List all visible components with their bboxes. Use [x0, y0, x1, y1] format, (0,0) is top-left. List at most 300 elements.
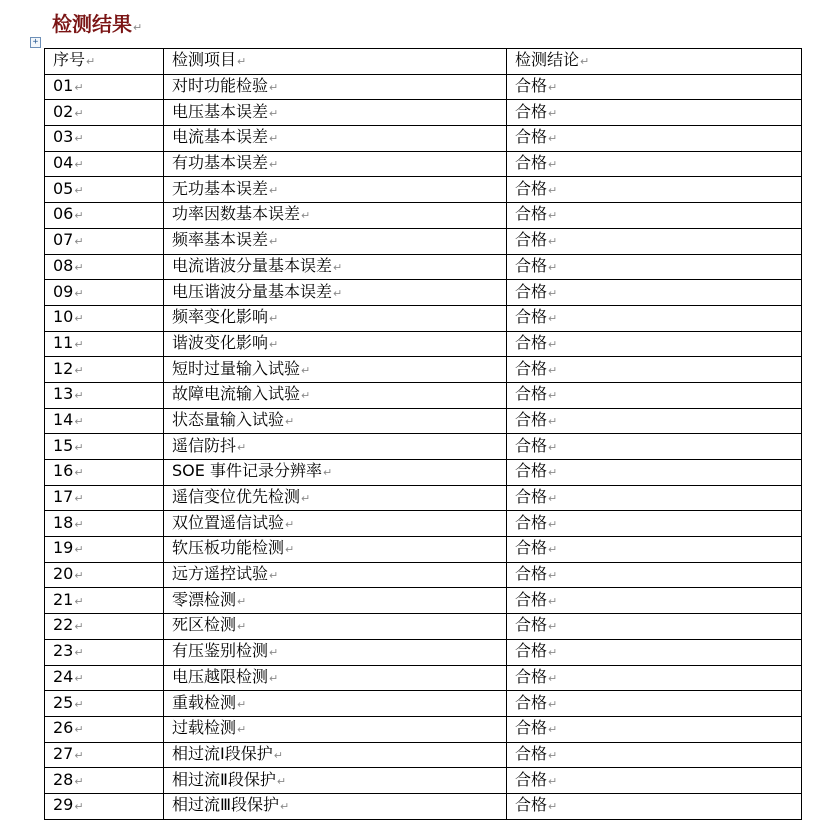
paragraph-mark: ↵ [269, 183, 279, 197]
item-cell[interactable] [164, 742, 507, 768]
paragraph-mark: ↵ [301, 492, 311, 506]
table-row [45, 100, 802, 126]
item-cell[interactable] [164, 254, 507, 280]
paragraph-mark: ↵ [269, 312, 279, 326]
item-cell[interactable] [164, 639, 507, 665]
cell-text: 有功基本误差 [172, 153, 269, 173]
table-row [45, 537, 802, 563]
paragraph-mark: ↵ [548, 517, 558, 531]
result-cell[interactable] [507, 408, 802, 434]
cell-text: 合格 [515, 743, 548, 763]
paragraph-mark: ↵ [273, 748, 283, 762]
cell-text: 遥信防抖 [172, 435, 237, 455]
result-cell[interactable] [507, 49, 802, 75]
paragraph-mark: ↵ [280, 800, 290, 814]
result-cell[interactable] [507, 151, 802, 177]
index-cell[interactable] [45, 203, 164, 229]
index-cell[interactable] [45, 639, 164, 665]
paragraph-mark: ↵ [74, 723, 84, 737]
paragraph-mark: ↵ [301, 363, 311, 377]
index-cell[interactable] [45, 537, 164, 563]
paragraph-mark: ↵ [269, 132, 279, 146]
index-cell[interactable] [45, 331, 164, 357]
index-cell[interactable] [45, 460, 164, 486]
item-cell[interactable] [164, 434, 507, 460]
cell-text: 合格 [515, 204, 548, 224]
cell-text: 相过流Ⅰ段保护 [172, 743, 273, 763]
cell-text: 11 [53, 332, 74, 352]
result-cell[interactable] [507, 588, 802, 614]
table-row [45, 331, 802, 357]
index-cell[interactable] [45, 126, 164, 152]
cell-text: 06 [53, 204, 74, 224]
cell-text: 02 [53, 101, 74, 121]
item-cell[interactable] [164, 74, 507, 100]
cell-text: 21 [53, 589, 74, 609]
paragraph-mark: ↵ [580, 55, 590, 69]
cell-text: 合格 [515, 769, 548, 789]
cell-text: 05 [53, 178, 74, 198]
paragraph-mark: ↵ [74, 646, 84, 660]
cell-text: 合格 [515, 487, 548, 507]
section-title: 检测结果↵ [52, 12, 143, 36]
table-row [45, 460, 802, 486]
table-row [45, 742, 802, 768]
result-cell[interactable] [507, 768, 802, 794]
item-cell[interactable] [164, 588, 507, 614]
index-cell[interactable] [45, 793, 164, 819]
result-cell[interactable] [507, 254, 802, 280]
index-cell[interactable] [45, 408, 164, 434]
paragraph-mark: ↵ [301, 209, 311, 223]
paragraph-mark: ↵ [237, 440, 247, 454]
table-row [45, 768, 802, 794]
paragraph-mark: ↵ [74, 569, 84, 583]
cell-text: 电压基本误差 [172, 101, 269, 121]
item-cell[interactable] [164, 357, 507, 383]
paragraph-mark: ↵ [237, 723, 247, 737]
paragraph-mark: ↵ [548, 389, 558, 403]
paragraph-mark: ↵ [548, 646, 558, 660]
paragraph-mark: ↵ [548, 774, 558, 788]
result-cell[interactable] [507, 537, 802, 563]
paragraph-mark: ↵ [133, 21, 143, 34]
paragraph-mark: ↵ [333, 286, 343, 300]
item-cell[interactable] [164, 768, 507, 794]
paragraph-mark: ↵ [269, 235, 279, 249]
table-row [45, 305, 802, 331]
paragraph-mark: ↵ [548, 81, 558, 95]
paragraph-mark: ↵ [548, 492, 558, 506]
index-cell[interactable] [45, 151, 164, 177]
cell-text: 零漂检测 [172, 589, 237, 609]
paragraph-mark: ↵ [74, 132, 84, 146]
paragraph-mark: ↵ [269, 81, 279, 95]
cell-text: 合格 [515, 281, 548, 301]
cell-text: 26 [53, 718, 74, 738]
cell-text: 04 [53, 153, 74, 173]
cell-text: 09 [53, 281, 74, 301]
cell-text: 状态量输入试验 [172, 409, 285, 429]
cell-text: 24 [53, 666, 74, 686]
item-cell[interactable] [164, 511, 507, 537]
table-row [45, 639, 802, 665]
paragraph-mark: ↵ [548, 440, 558, 454]
paragraph-mark: ↵ [74, 363, 84, 377]
cell-text: 07 [53, 230, 74, 250]
cell-text: 遥信变位优先检测 [172, 487, 301, 507]
table-row [45, 485, 802, 511]
cell-text: 合格 [515, 795, 548, 815]
cell-text: 合格 [515, 127, 548, 147]
index-cell[interactable] [45, 742, 164, 768]
paragraph-mark: ↵ [74, 286, 84, 300]
cell-text: 合格 [515, 718, 548, 738]
table-row [45, 382, 802, 408]
index-cell[interactable] [45, 228, 164, 254]
cell-text: 合格 [515, 101, 548, 121]
paragraph-mark: ↵ [74, 260, 84, 274]
paragraph-mark: ↵ [548, 337, 558, 351]
paragraph-mark: ↵ [548, 594, 558, 608]
cell-text: 01 [53, 76, 74, 96]
cell-text: 相过流Ⅲ段保护 [172, 795, 280, 815]
cell-text: 28 [53, 769, 74, 789]
index-cell[interactable] [45, 691, 164, 717]
paragraph-mark: ↵ [548, 800, 558, 814]
table-row [45, 280, 802, 306]
index-cell[interactable] [45, 485, 164, 511]
cell-text: 合格 [515, 666, 548, 686]
paragraph-mark: ↵ [548, 671, 558, 685]
table-row [45, 716, 802, 742]
paragraph-mark: ↵ [74, 594, 84, 608]
paragraph-mark: ↵ [285, 414, 295, 428]
cell-text: 有压鉴别检测 [172, 641, 269, 661]
table-row [45, 177, 802, 203]
cell-text: 25 [53, 692, 74, 712]
result-cell[interactable] [507, 228, 802, 254]
cell-text: 14 [53, 409, 74, 429]
cell-text: 故障电流输入试验 [172, 384, 301, 404]
cell-text: 电压谐波分量基本误差 [172, 281, 333, 301]
result-cell[interactable] [507, 382, 802, 408]
paragraph-mark: ↵ [548, 620, 558, 634]
cell-text: 合格 [515, 307, 548, 327]
table-move-handle-icon[interactable]: + [30, 37, 41, 48]
cell-text: 16 [53, 461, 74, 481]
cell-text: 合格 [515, 615, 548, 635]
cell-text: 短时过量输入试验 [172, 358, 301, 378]
item-cell[interactable] [164, 49, 507, 75]
cell-text: 合格 [515, 230, 548, 250]
index-cell[interactable] [45, 434, 164, 460]
paragraph-mark: ↵ [74, 81, 84, 95]
cell-text: 过载检测 [172, 718, 237, 738]
paragraph-mark: ↵ [548, 543, 558, 557]
result-cell[interactable] [507, 485, 802, 511]
cell-text: 03 [53, 127, 74, 147]
result-cell[interactable] [507, 331, 802, 357]
cell-text: 相过流Ⅱ段保护 [172, 769, 276, 789]
result-cell[interactable] [507, 716, 802, 742]
cell-text: 27 [53, 743, 74, 763]
result-cell[interactable] [507, 305, 802, 331]
item-cell[interactable] [164, 280, 507, 306]
cell-text: 合格 [515, 384, 548, 404]
paragraph-mark: ↵ [74, 517, 84, 531]
result-cell[interactable] [507, 460, 802, 486]
cell-text: 合格 [515, 589, 548, 609]
cell-text: 10 [53, 307, 74, 327]
paragraph-mark: ↵ [548, 312, 558, 326]
paragraph-mark: ↵ [269, 569, 279, 583]
cell-text: 合格 [515, 358, 548, 378]
cell-text: 电流谐波分量基本误差 [172, 255, 333, 275]
index-cell[interactable] [45, 382, 164, 408]
paragraph-mark: ↵ [548, 183, 558, 197]
cell-text: 远方遥控试验 [172, 564, 269, 584]
table-row [45, 408, 802, 434]
item-cell[interactable] [164, 562, 507, 588]
cell-text: 合格 [515, 153, 548, 173]
paragraph-mark: ↵ [548, 158, 558, 172]
paragraph-mark: ↵ [548, 414, 558, 428]
cell-text: 电流基本误差 [172, 127, 269, 147]
paragraph-mark: ↵ [74, 800, 84, 814]
paragraph-mark: ↵ [74, 774, 84, 788]
item-cell[interactable] [164, 305, 507, 331]
paragraph-mark: ↵ [269, 337, 279, 351]
item-cell[interactable] [164, 100, 507, 126]
table-row [45, 126, 802, 152]
table-header-row [45, 49, 802, 75]
cell-text: 重载检测 [172, 692, 237, 712]
paragraph-mark: ↵ [74, 697, 84, 711]
result-cell[interactable] [507, 665, 802, 691]
paragraph-mark: ↵ [276, 774, 287, 788]
item-cell[interactable] [164, 151, 507, 177]
cell-text: 合格 [515, 435, 548, 455]
cell-text: 功率因数基本误差 [172, 204, 301, 224]
paragraph-mark: ↵ [269, 158, 279, 172]
cell-text: 合格 [515, 76, 548, 96]
result-cell[interactable] [507, 511, 802, 537]
cell-text: 频率变化影响 [172, 307, 269, 327]
index-cell[interactable] [45, 562, 164, 588]
paragraph-mark: ↵ [74, 158, 84, 172]
cell-text: 检测结论 [515, 50, 580, 70]
index-cell[interactable] [45, 280, 164, 306]
paragraph-mark: ↵ [269, 671, 279, 685]
table-row [45, 357, 802, 383]
table-row [45, 691, 802, 717]
item-cell[interactable] [164, 126, 507, 152]
table-row [45, 203, 802, 229]
paragraph-mark: ↵ [74, 466, 84, 480]
paragraph-mark: ↵ [74, 543, 84, 557]
index-cell[interactable] [45, 254, 164, 280]
paragraph-mark: ↵ [74, 414, 84, 428]
table-row [45, 614, 802, 640]
result-cell[interactable] [507, 639, 802, 665]
paragraph-mark: ↵ [74, 389, 84, 403]
table-row [45, 254, 802, 280]
cell-text: 20 [53, 564, 74, 584]
item-cell[interactable] [164, 228, 507, 254]
index-cell[interactable] [45, 665, 164, 691]
table-row [45, 562, 802, 588]
paragraph-mark: ↵ [74, 748, 84, 762]
index-cell[interactable] [45, 100, 164, 126]
cell-text: 电压越限检测 [172, 666, 269, 686]
cell-text: 死区检测 [172, 615, 237, 635]
result-cell[interactable] [507, 74, 802, 100]
cell-text: 19 [53, 538, 74, 558]
index-cell[interactable] [45, 357, 164, 383]
result-cell[interactable] [507, 793, 802, 819]
item-cell[interactable] [164, 793, 507, 819]
table-row [45, 434, 802, 460]
item-cell[interactable] [164, 537, 507, 563]
item-cell[interactable] [164, 382, 507, 408]
paragraph-mark: ↵ [237, 55, 247, 69]
item-cell[interactable] [164, 716, 507, 742]
cell-text: 12 [53, 358, 74, 378]
item-cell[interactable] [164, 614, 507, 640]
paragraph-mark: ↵ [548, 260, 558, 274]
paragraph-mark: ↵ [269, 106, 279, 120]
result-cell[interactable] [507, 203, 802, 229]
item-cell[interactable] [164, 691, 507, 717]
paragraph-mark: ↵ [301, 389, 311, 403]
paragraph-mark: ↵ [548, 106, 558, 120]
paragraph-mark: ↵ [86, 55, 96, 69]
paragraph-mark: ↵ [548, 697, 558, 711]
paragraph-mark: ↵ [74, 492, 84, 506]
result-cell[interactable] [507, 177, 802, 203]
item-cell[interactable] [164, 203, 507, 229]
paragraph-mark: ↵ [269, 646, 279, 660]
cell-text: 17 [53, 487, 74, 507]
index-cell[interactable] [45, 177, 164, 203]
item-cell[interactable] [164, 408, 507, 434]
paragraph-mark: ↵ [237, 697, 247, 711]
paragraph-mark: ↵ [548, 569, 558, 583]
item-cell[interactable] [164, 331, 507, 357]
cell-text: 谐波变化影响 [172, 332, 269, 352]
result-cell[interactable] [507, 126, 802, 152]
cell-text: 合格 [515, 178, 548, 198]
cell-text: SOE 事件记录分辨率 [172, 461, 322, 481]
item-cell[interactable] [164, 485, 507, 511]
results-table [44, 48, 802, 820]
result-cell[interactable] [507, 100, 802, 126]
paragraph-mark: ↵ [548, 363, 558, 377]
cell-text: 合格 [515, 512, 548, 532]
cell-text: 29 [53, 795, 74, 815]
paragraph-mark: ↵ [74, 183, 84, 197]
paragraph-mark: ↵ [285, 543, 295, 557]
result-cell[interactable] [507, 434, 802, 460]
paragraph-mark: ↵ [74, 337, 84, 351]
paragraph-mark: ↵ [548, 132, 558, 146]
cell-text: 15 [53, 435, 74, 455]
result-cell[interactable] [507, 280, 802, 306]
item-cell[interactable] [164, 665, 507, 691]
paragraph-mark: ↵ [74, 440, 84, 454]
cell-text: 23 [53, 641, 74, 661]
cell-text: 18 [53, 512, 74, 532]
index-cell[interactable] [45, 305, 164, 331]
cell-text: 检测项目 [172, 50, 237, 70]
cell-text: 合格 [515, 641, 548, 661]
index-cell[interactable] [45, 49, 164, 75]
paragraph-mark: ↵ [237, 620, 247, 634]
result-cell[interactable] [507, 742, 802, 768]
cell-text: 22 [53, 615, 74, 635]
cell-text: 对时功能检验 [172, 76, 269, 96]
table-row [45, 793, 802, 819]
table-row [45, 74, 802, 100]
table-row [45, 511, 802, 537]
result-cell[interactable] [507, 357, 802, 383]
paragraph-mark: ↵ [74, 671, 84, 685]
result-cell[interactable] [507, 562, 802, 588]
cell-text: 合格 [515, 332, 548, 352]
cell-text: 合格 [515, 409, 548, 429]
cell-text: 无功基本误差 [172, 178, 269, 198]
index-cell[interactable] [45, 614, 164, 640]
table-row [45, 588, 802, 614]
paragraph-mark: ↵ [74, 235, 84, 249]
paragraph-mark: ↵ [548, 723, 558, 737]
paragraph-mark: ↵ [548, 286, 558, 300]
paragraph-mark: ↵ [285, 517, 295, 531]
table-row [45, 151, 802, 177]
cell-text: 合格 [515, 692, 548, 712]
cell-text: 合格 [515, 564, 548, 584]
index-cell[interactable] [45, 716, 164, 742]
index-cell[interactable] [45, 768, 164, 794]
index-cell[interactable] [45, 511, 164, 537]
paragraph-mark: ↵ [74, 106, 84, 120]
cell-text: 08 [53, 255, 74, 275]
paragraph-mark: ↵ [548, 235, 558, 249]
result-cell[interactable] [507, 691, 802, 717]
index-cell[interactable] [45, 74, 164, 100]
cell-text: 双位置遥信试验 [172, 512, 285, 532]
paragraph-mark: ↵ [74, 312, 84, 326]
cell-text: 合格 [515, 255, 548, 275]
paragraph-mark: ↵ [322, 466, 333, 480]
paragraph-mark: ↵ [333, 260, 343, 274]
cell-text: 频率基本误差 [172, 230, 269, 250]
table-row [45, 665, 802, 691]
cell-text: 序号 [53, 50, 86, 70]
paragraph-mark: ↵ [74, 620, 84, 634]
item-cell[interactable] [164, 177, 507, 203]
paragraph-mark: ↵ [74, 209, 84, 223]
cell-text: 13 [53, 384, 74, 404]
paragraph-mark: ↵ [548, 209, 558, 223]
table-row [45, 228, 802, 254]
cell-text: 合格 [515, 461, 548, 481]
item-cell[interactable] [164, 460, 507, 486]
index-cell[interactable] [45, 588, 164, 614]
paragraph-mark: ↵ [237, 594, 247, 608]
result-cell[interactable] [507, 614, 802, 640]
